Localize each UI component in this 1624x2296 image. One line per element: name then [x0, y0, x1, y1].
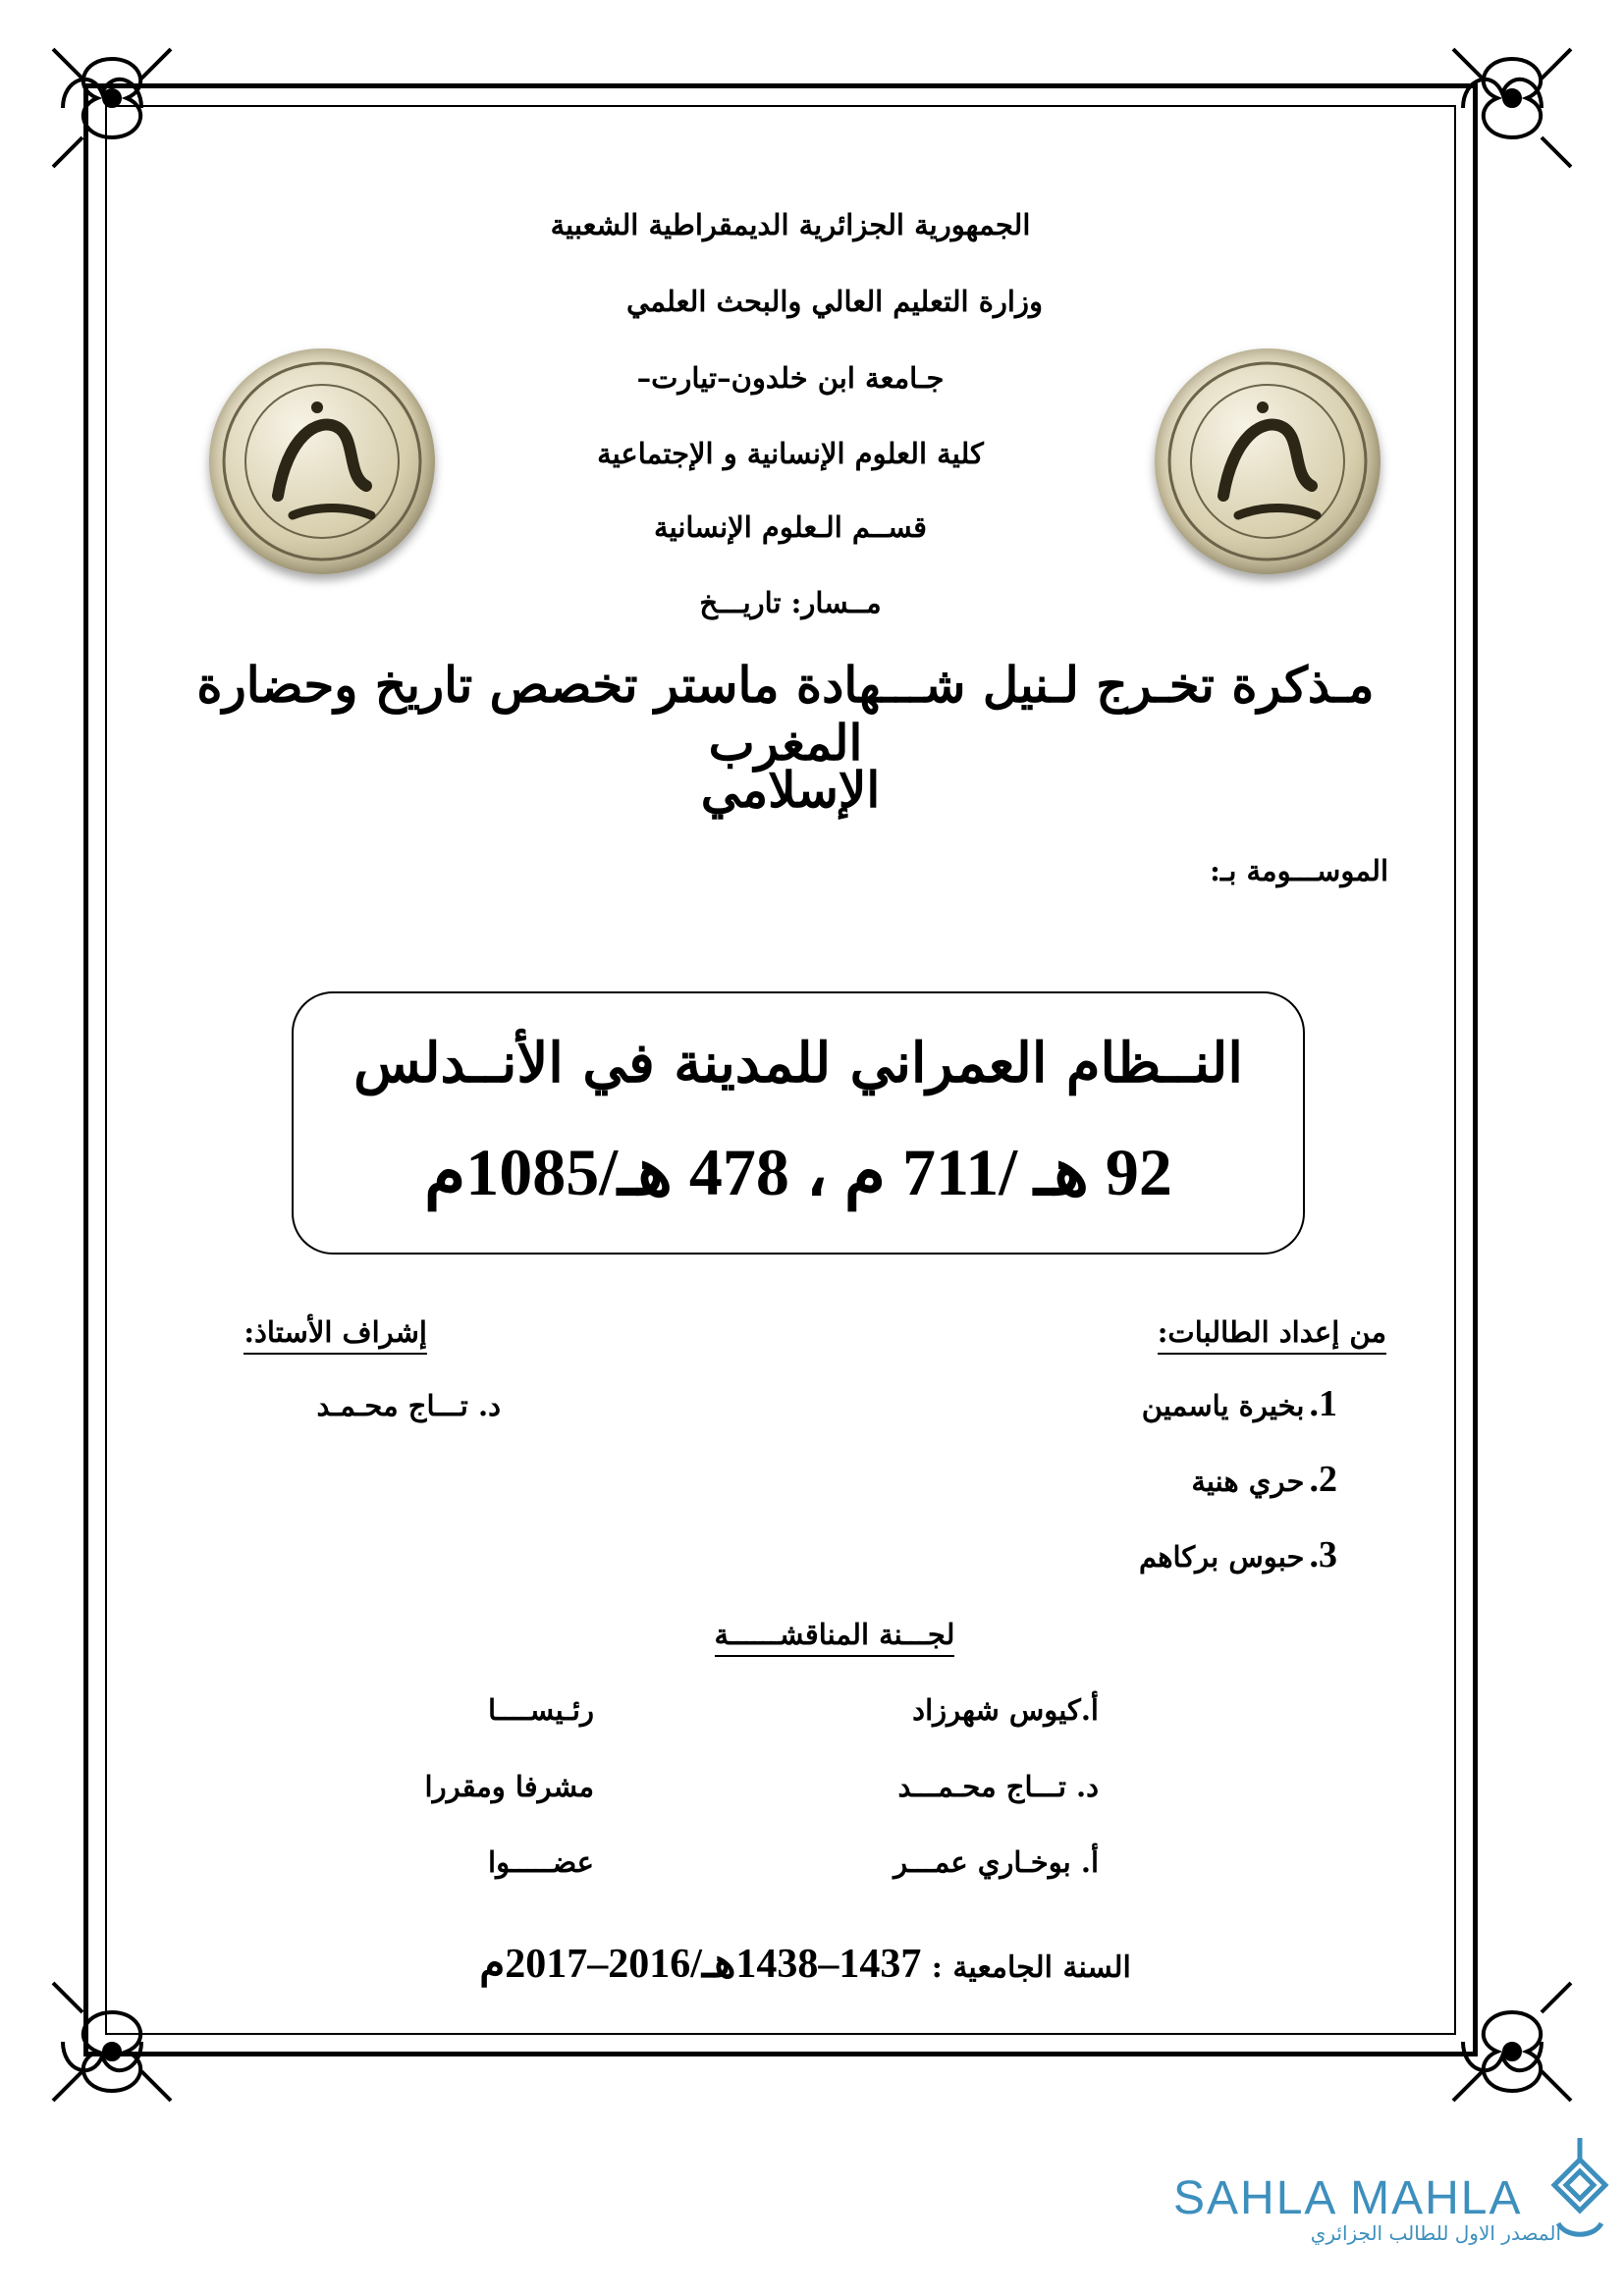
student-item: [1139, 1533, 1337, 1576]
watermark-brand: SAHLA MAHLA: [1173, 2172, 1523, 2224]
memo-title-line1: مـذكرة تخـرج لـنيل شـــهادة ماستر تخصص تاريخ وحضارة المغرب: [196, 656, 1375, 772]
students-label-text: من إعداد الطالبات:: [1158, 1315, 1386, 1355]
watermark: [1173, 2171, 1561, 2245]
committee-member-name: د. تـــاج محـمـــد: [897, 1770, 1099, 1803]
academic-year-value: 1437–1438هـ/2016–2017م: [479, 1942, 922, 1987]
header-university: جـامعة ابن خلدون–تيارت–: [636, 361, 945, 395]
titled-label: الموســـومة بـ:: [1210, 854, 1388, 887]
memo-title-line2: الإسلامي: [700, 761, 881, 819]
university-logo-left: [209, 348, 435, 574]
supervisor-label: [201, 1315, 427, 1355]
student-name: حري هنية: [1191, 1465, 1305, 1498]
corner-ornament-top-right: [1443, 39, 1581, 177]
watermark-logo-icon: [1546, 2130, 1613, 2248]
header-ministry: وزارة التعليم العالي والبحث العلمي: [626, 285, 1043, 318]
supervisor-name: د. تـــاج محـمـد: [316, 1389, 501, 1422]
header-track: مــسار: تاريـــخ: [699, 586, 882, 619]
watermark-tagline: المصدر الاول للطالب الجزائري: [1310, 2221, 1561, 2245]
student-number: 3.: [1309, 1534, 1337, 1575]
committee-member-name: أ. بوخـاري عمـــر: [893, 1845, 1099, 1879]
academic-year: [363, 1939, 1247, 1988]
committee-member-role: رئـيســــا: [487, 1693, 594, 1727]
student-name: حبوس بركاهم: [1138, 1540, 1305, 1574]
students-label: [1158, 1315, 1386, 1355]
supervisor-label-text: إشراف الأستاذ:: [244, 1315, 427, 1355]
student-name: بخيرة ياسمين: [1141, 1389, 1305, 1422]
academic-year-label: السنة الجامعية :: [931, 1950, 1131, 1985]
student-number: 1.: [1309, 1383, 1337, 1424]
university-logo-right: [1155, 348, 1380, 574]
topic-line2: 92 هـ /711 م ، 478 هـ/1085م: [424, 1135, 1172, 1209]
corner-ornament-bottom-left: [43, 1973, 181, 2110]
header-department: قســم الـعلوم الإنسانية: [654, 510, 927, 544]
committee-member-name: أ.كيوس شهرزاد: [912, 1693, 1099, 1727]
header-republic: الجمهورية الجزائرية الديمقراطية الشعبية: [550, 208, 1031, 241]
committee-label: [540, 1618, 1129, 1657]
committee-member-role: عضـــــوا: [488, 1845, 594, 1879]
topic-line1: النــظام العمراني للمدينة في الأنــدلس: [353, 1031, 1243, 1095]
committee-member-role: مشرفا ومقررا: [424, 1770, 594, 1803]
corner-ornament-bottom-right: [1443, 1973, 1581, 2110]
student-item: [1191, 1458, 1337, 1501]
corner-ornament-top-left: [43, 39, 181, 177]
header-faculty: كلية العلوم الإنسانية و الإجتماعية: [597, 437, 984, 470]
committee-label-text: لجـــنة المناقشــــــة: [715, 1618, 955, 1657]
student-number: 2.: [1309, 1459, 1337, 1500]
student-item: [1142, 1382, 1337, 1425]
